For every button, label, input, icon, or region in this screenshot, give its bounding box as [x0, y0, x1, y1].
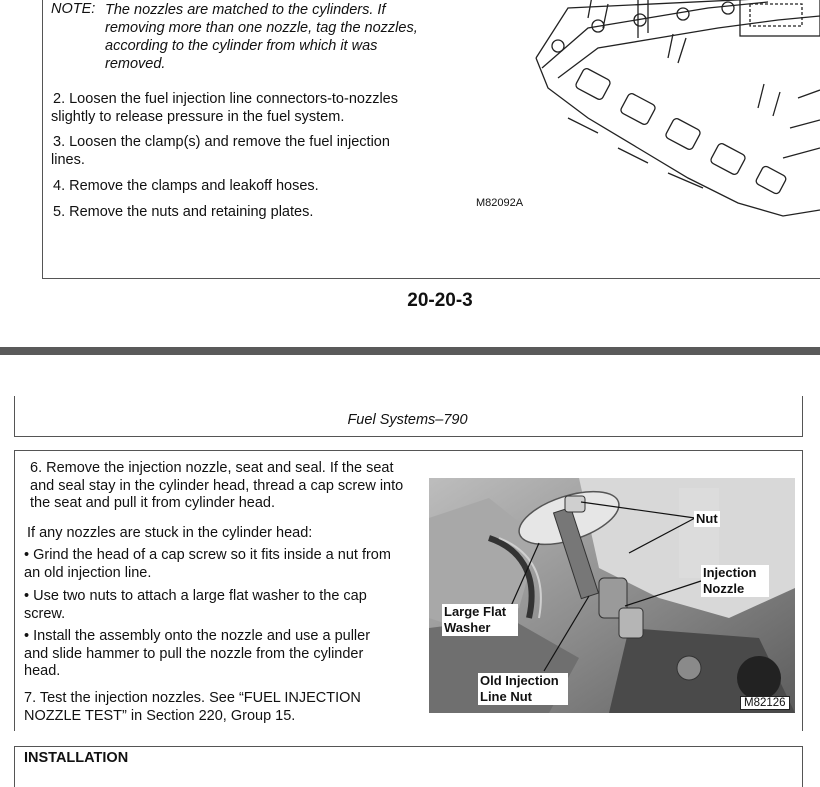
step-7: 7. Test the injection nozzles. See “FUEL INJECTION NOZZLE TEST” in Section 220, Group 15. — [24, 690, 361, 724]
section-header: Fuel Systems–790 — [347, 412, 468, 428]
page-divider — [0, 347, 820, 355]
step-4: 4. Remove the clamps and leakoff hoses. — [53, 178, 319, 194]
bullet-grind: • Grind the head of a cap screw so it fits inside a nut from an old injection line. — [24, 547, 391, 581]
figure-id-top: M82092A — [476, 197, 524, 209]
cylinder-head-illustration — [528, 0, 820, 218]
step-3: 3. Loosen the clamp(s) and remove the fuel injection lines. — [51, 134, 390, 168]
step-5: 5. Remove the nuts and retaining plates. — [53, 204, 314, 220]
bullet-washer: • Use two nuts to attach a large flat washer to the cap screw. — [24, 588, 367, 622]
step-2: 2. Loosen the fuel injection line connectors-to-nozzles slightly to release pressure in the fuel system. — [51, 91, 398, 125]
callout-old-injection-line-nut: Old Injection Line Nut — [478, 673, 568, 705]
step-6: 6. Remove the injection nozzle, seat and seal. If the seat and seal stay in the cylinder head, thread a cap screw into the seat and pull it from cylinder head. — [30, 460, 404, 511]
page-number: 20-20-3 — [407, 290, 473, 311]
installation-title: INSTALLATION — [24, 750, 129, 766]
stuck-intro: If any nozzles are stuck in the cylinder head: — [27, 525, 313, 541]
callout-injection-nozzle: Injection Nozzle — [701, 565, 769, 597]
note-label: NOTE: — [51, 1, 96, 17]
bullet-install: • Install the assembly onto the nozzle and use a puller and slide hammer to pull the nozzle from the cylinder head. — [24, 628, 371, 679]
callout-large-flat-washer: Large Flat Washer — [442, 604, 518, 636]
figure-id-photo: M82126 — [740, 696, 790, 710]
callout-nut: Nut — [696, 511, 718, 526]
note-text: The nozzles are matched to the cylinders. If removing more than one nozzle, tag the nozzles, according to the cylinder from which it was removed. — [105, 2, 418, 72]
installation-frame — [14, 746, 803, 787]
